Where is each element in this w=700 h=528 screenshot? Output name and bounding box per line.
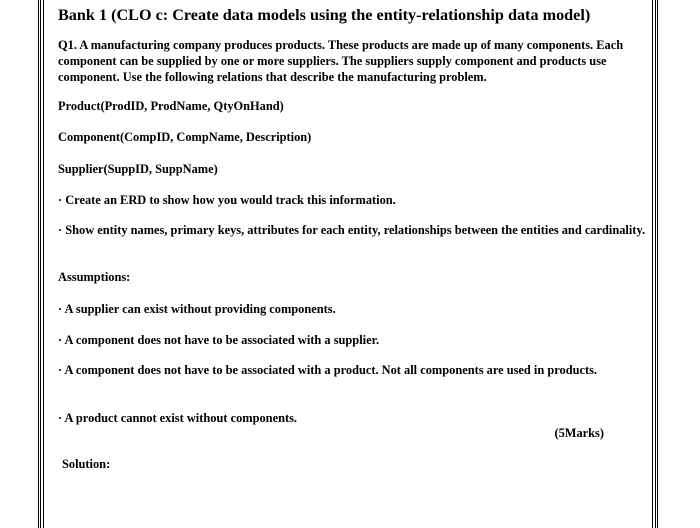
task-create-erd: · Create an ERD to show how you would track this information. bbox=[58, 193, 396, 207]
solution-label: Solution: bbox=[62, 457, 111, 471]
marks-label: (5Marks) bbox=[554, 426, 604, 440]
document-title: Bank 1 (CLO c: Create data models using the entity-relationship data model) bbox=[58, 6, 591, 24]
relation-supplier: Supplier(SuppID, SuppName) bbox=[58, 162, 218, 176]
task-show-entities: · Show entity names, primary keys, attributes for each entity, relationships between the entities and cardinality. bbox=[58, 223, 646, 237]
assumption-component-product: · A component does not have to be associated with a product. Not all components are used in products. bbox=[58, 363, 598, 377]
assumptions-heading: Assumptions: bbox=[58, 270, 131, 284]
assumption-product: · A product cannot exist without components. bbox=[58, 411, 298, 425]
question-text: Q1. A manufacturing company produces products. These products are made up of many components. Each component can be supplied by one or more suppliers. The suppliers supply component and products use component. Use the following relations that describe the manufacturing problem. bbox=[58, 38, 624, 84]
relation-product: Product(ProdID, ProdName, QtyOnHand) bbox=[58, 99, 284, 113]
relation-component: Component(CompID, CompName, Description) bbox=[58, 130, 312, 144]
assumption-component-supplier: · A component does not have to be associated with a supplier. bbox=[58, 333, 380, 347]
assumption-supplier: · A supplier can exist without providing components. bbox=[58, 302, 336, 316]
